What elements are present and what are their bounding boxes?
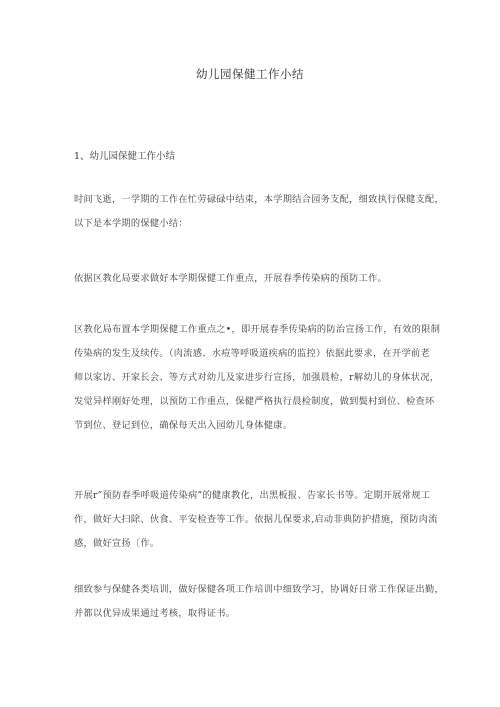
paragraph-line: 时间飞逝，一学期的工作在忙劳碌碌中结束，本学期结合园务支配，细致执行保健支配， (74, 194, 445, 205)
paragraph-line: 作，做好大扫除、伙食、平安检查等工作。依据儿保要求,启动非典防护措施，预防肉流 (74, 514, 438, 525)
section-heading: 1、幼儿园保健工作小结 (74, 151, 176, 162)
paragraph-requirement (74, 267, 434, 291)
paragraph-line: 感，做好宣扬〔作。 (74, 538, 160, 549)
paragraph-line: 节到位、登记到位，确保每天出入园幼儿身体健康。 (74, 420, 293, 431)
paragraph-health-education (74, 484, 438, 556)
paragraph-line: 以下是本学期的保健小结： (74, 218, 188, 229)
paragraph-line: 师以家访、开家长会、等方式对幼儿及家进步行宣扬，加强晨检，r解幼儿的身体状况， (74, 372, 440, 383)
paragraph-line: 开展r”预防春季呼吸道传染病”的健康教化，出黑板报、告家长书等。定期开展常规工 (74, 490, 431, 501)
paragraph-line: 并都以优异成果通过考核，取得证书。 (74, 608, 236, 619)
paragraph-training (74, 578, 445, 626)
paragraph-line: 发觉异样刚好处理，以预防工作重点，保健严格执行晨检制度，做到鬓村到位、检查环 (74, 396, 435, 407)
paragraph-line: 传染病的发生及续传。（肉流感、水痘等呼吸道疾病的监控）依据此要求，在开学前老 (74, 348, 430, 359)
paragraph-intro (74, 188, 445, 236)
paragraph-key-points (74, 318, 441, 438)
paragraph-line: 依据区教化局要求做好本学期保健工作重点，开展春季传染病的预防工作。 (74, 273, 388, 284)
document-title: 幼儿园保健工作小结 (196, 67, 304, 81)
paragraph-line: 区教化局布置本学期保健工作重点之•，即开展春季传染病的防治宣扬工作，有效的限制 (74, 324, 441, 335)
paragraph-line: 细致参与保健各类培训，做好保健各项工作培训中细致学习，协调好日常工作保证出勤， (74, 584, 445, 595)
